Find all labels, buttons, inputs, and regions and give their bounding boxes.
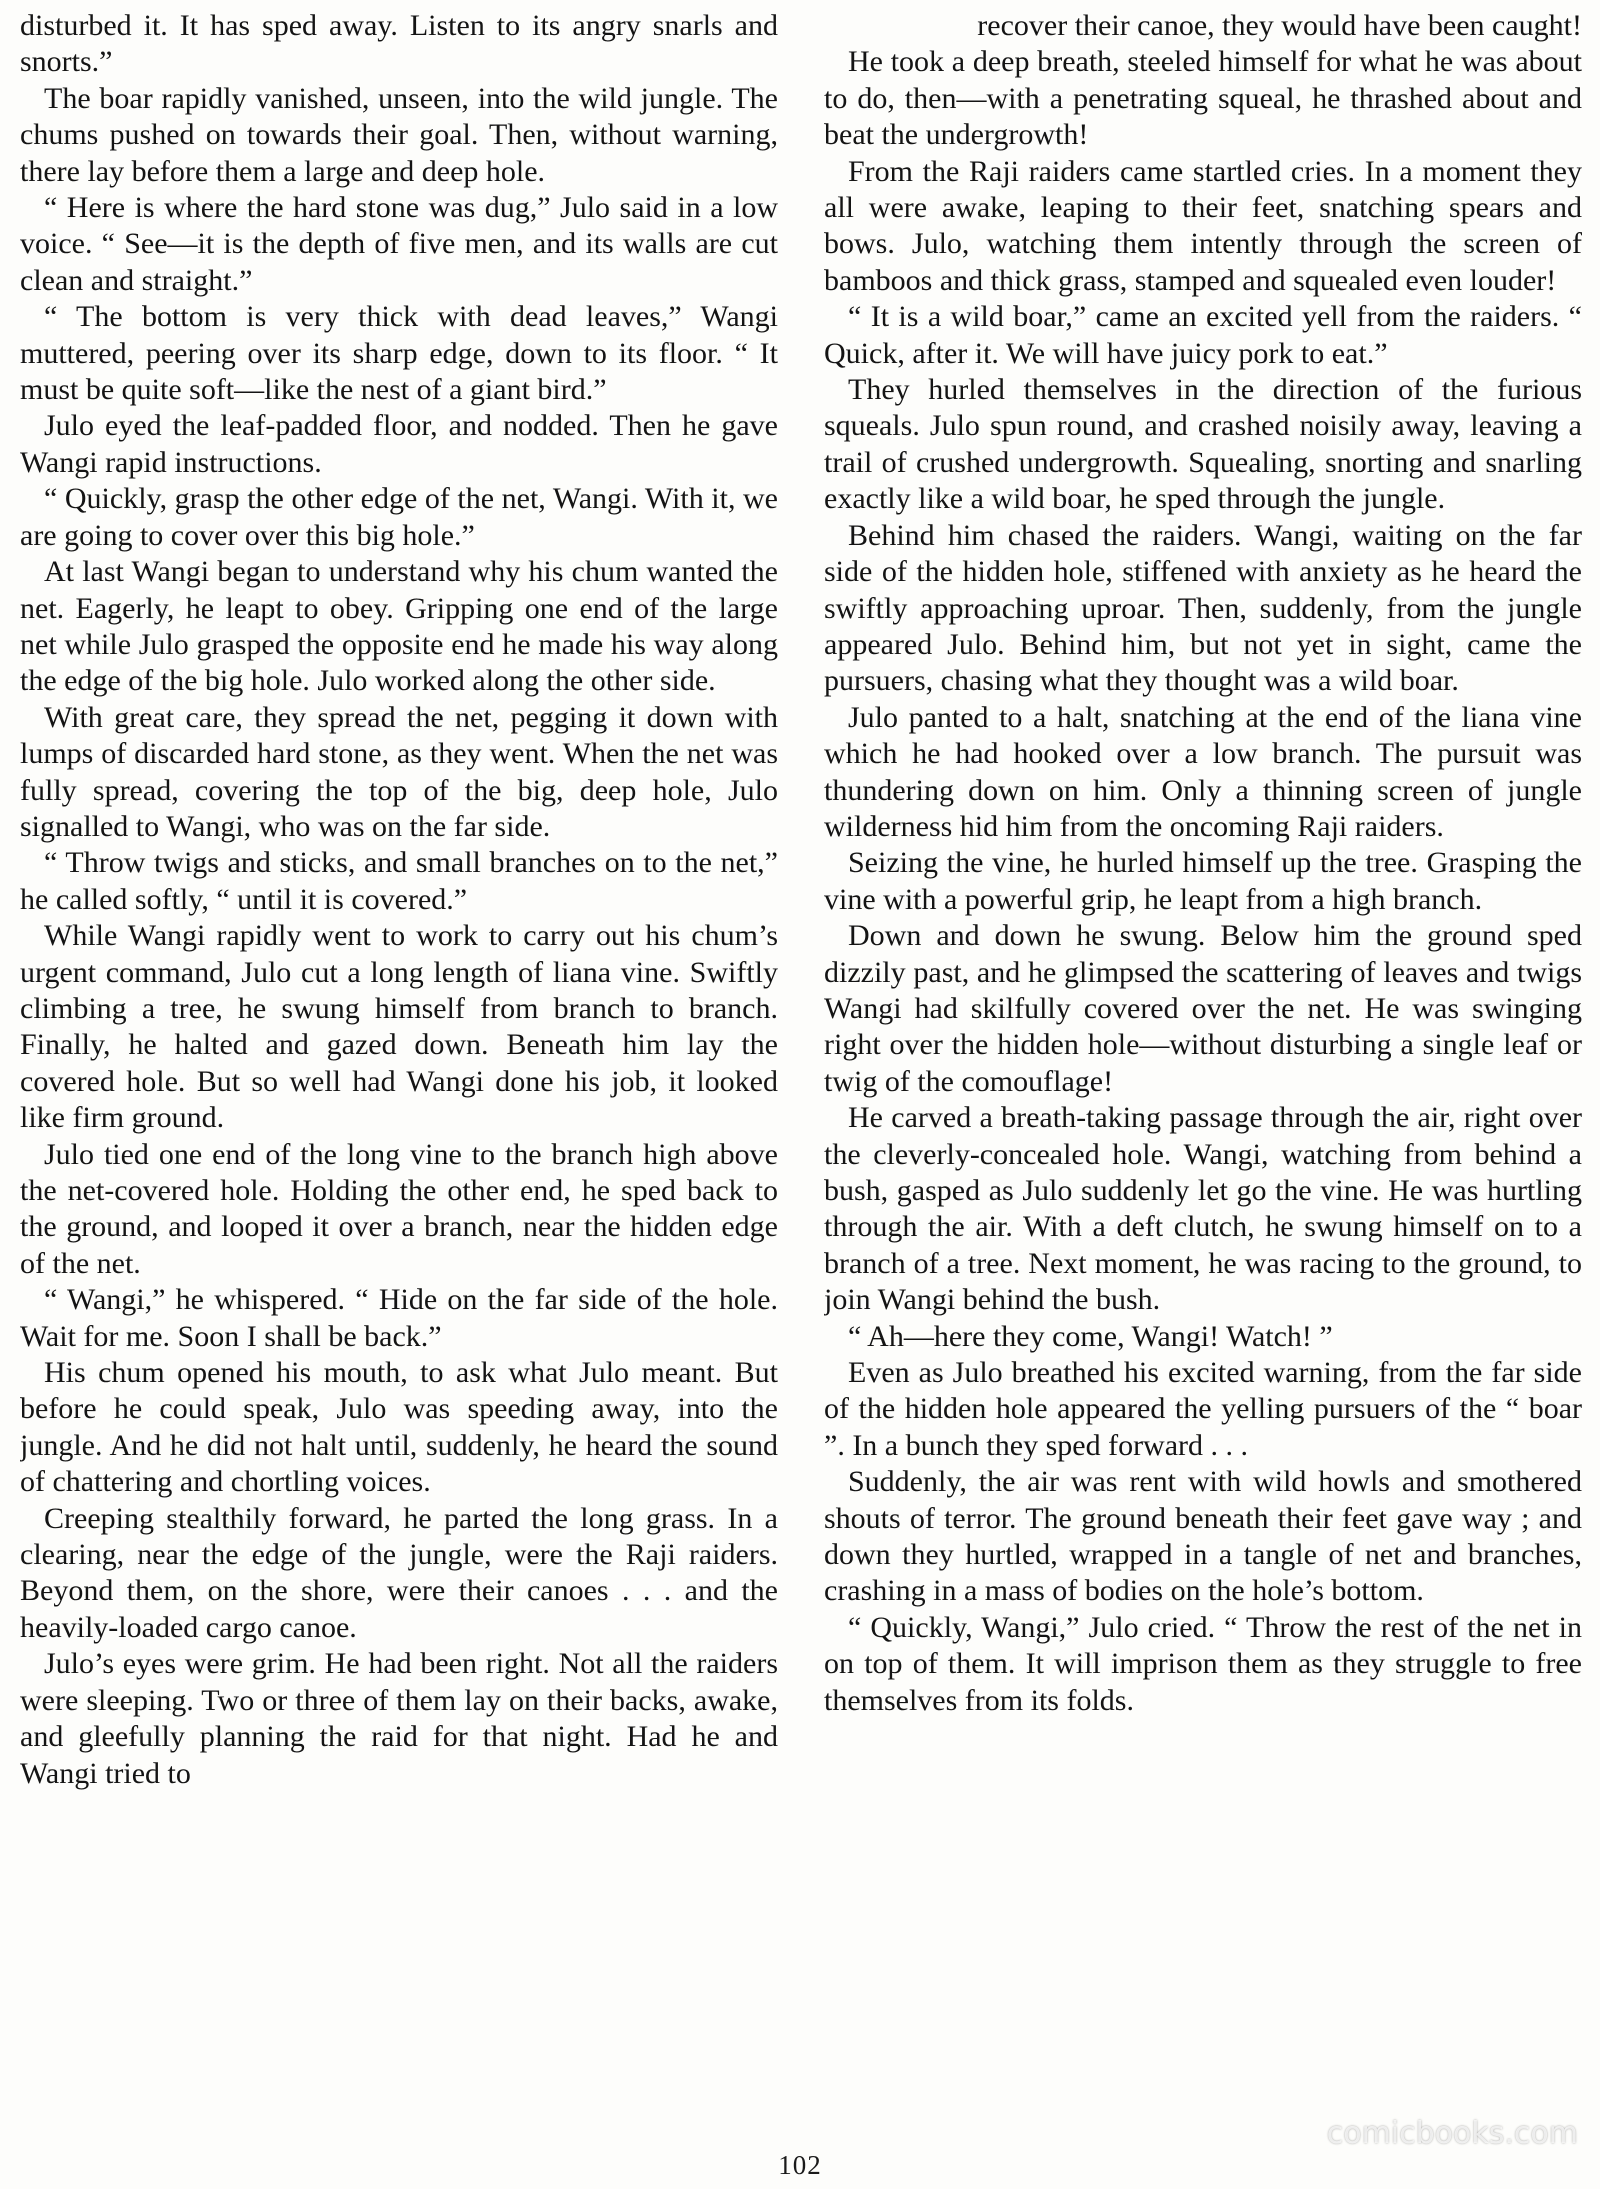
paragraph: With great care, they spread the net, pegging it down with lumps of discarded hard stone, as they went. When the net was fully spread, covering the top of the big, deep hole, Julo signalled to Wangi, who was on the far side. xyxy=(20,700,778,843)
paragraph: recover their canoe, they would have been caught! xyxy=(977,9,1582,42)
paragraph: His chum opened his mouth, to ask what Julo meant. But before he could speak, Julo was speeding away, into the jungle. And he did not halt until, suddenly, he heard the sound of chattering and chortling voices. xyxy=(20,1356,778,1499)
paragraph: He took a deep breath, steeled himself for what he was about to do, then—with a penetrating squeal, he thrashed about and beat the undergrowth! xyxy=(824,45,1582,152)
paragraph: The boar rapidly vanished, unseen, into the wild jungle. The chums pushed on towards their goal. Then, without warning, there lay before them a large and deep hole. xyxy=(20,81,778,188)
left-column xyxy=(20,8,778,2138)
paragraph: “ Quickly, Wangi,” Julo cried. “ Throw the rest of the net in on top of them. It will imprison them as they struggle to free themselves from its folds. xyxy=(824,1610,1582,1717)
paragraph: From the Raji raiders came startled cries. In a moment they all were awake, leaping to their feet, snatching spears and bows. Julo, watching them intently through the screen of bamboos and thick grass, stamped and squealed even louder! xyxy=(824,154,1582,297)
paragraph: He carved a breath-taking passage through the air, right over the cleverly-concealed hole. Wangi, watching from behind a bush, gasped as Julo suddenly let go the vine. He was hurtling through the air. With a deft clutch, he swung himself on to a branch of a tree. Next moment, he was racing to the ground, to join Wangi behind the bush. xyxy=(824,1101,1582,1317)
paragraph: Julo tied one end of the long vine to the branch high above the net-covered hole. Holding the other end, he sped back to the ground, and looped it over a branch, near the hidden edge of the net. xyxy=(20,1137,778,1280)
page-number: 102 xyxy=(778,2150,822,2180)
paragraph: “ The bottom is very thick with dead leaves,” Wangi muttered, peering over its sharp edge, down to its floor. “ It must be quite soft—like the nest of a giant bird.” xyxy=(20,300,778,407)
paragraph: At last Wangi began to understand why his chum wanted the net. Eagerly, he leapt to obey. Gripping one end of the large net while Julo grasped the opposite end he made his way along the edge of the big hole. Julo worked along the other side. xyxy=(20,555,778,698)
paragraph: While Wangi rapidly went to work to carry out his chum’s urgent command, Julo cut a long length of liana vine. Swiftly climbing a tree, he swung himself from branch to branch. Finally, he halted and gazed down. Beneath him lay the covered hole. But so well had Wangi done his job, it looked like firm ground. xyxy=(20,919,778,1135)
paragraph: Julo panted to a halt, snatching at the end of the liana vine which he had hooked over a low branch. The pursuit was thundering down on him. Only a thinning screen of jungle wilderness hid him from the oncoming Raji raiders. xyxy=(824,700,1582,843)
right-column xyxy=(824,8,1582,2138)
paragraph: Creeping stealthily forward, he parted the long grass. In a clearing, near the edge of the jungle, were the Raji raiders. Beyond them, on the shore, were their canoes . . . and the heavily-loaded cargo canoe. xyxy=(20,1501,778,1644)
paragraph: Julo’s eyes were grim. He had been right. Not all the raiders were sleeping. Two or three of them lay on their backs, awake, and gleefully planning the raid for that night. Had he and Wangi tried to xyxy=(20,1647,778,1790)
paragraph: “ Throw twigs and sticks, and small branches on to the net,” he called softly, “ until it is covered.” xyxy=(20,846,778,916)
paragraph: Julo eyed the leaf-padded floor, and nodded. Then he gave Wangi rapid instructions. xyxy=(20,409,778,479)
paragraph: Behind him chased the raiders. Wangi, waiting on the far side of the hidden hole, stiffened with anxiety as he heard the swiftly approaching uproar. Then, suddenly, from the jungle appeared Julo. Behind him, but not yet in sight, came the pursuers, chasing what they thought was a wild boar. xyxy=(824,518,1582,698)
paragraph: They hurled themselves in the direction of the furious squeals. Julo spun round, and crashed noisily away, leaving a trail of crushed undergrowth. Squealing, snorting and snarling exactly like a wild boar, he sped through the jungle. xyxy=(824,373,1582,516)
paragraph: Down and down he swung. Below him the ground sped dizzily past, and he glimpsed the scattering of leaves and twigs Wangi had skilfully covered over the net. He was swinging right over the hidden hole—without disturbing a single leaf or twig of the comouflage! xyxy=(824,919,1582,1098)
paragraph: “ Quickly, grasp the other edge of the net, Wangi. With it, we are going to cover over this big hole.” xyxy=(20,482,778,552)
text-columns xyxy=(20,8,1582,2138)
paragraph: Seizing the vine, he hurled himself up the tree. Grasping the vine with a powerful grip, he leapt from a high branch. xyxy=(824,846,1582,916)
paragraph: “ Ah—here they come, Wangi! Watch! ” xyxy=(848,1319,1333,1353)
paragraph: “ Here is where the hard stone was dug,” Julo said in a low voice. “ See—it is the depth of five men, and its walls are cut clean and straight.” xyxy=(20,191,778,297)
paragraph: “ Wangi,” he whispered. “ Hide on the far side of the hole. Wait for me. Soon I shall be back.” xyxy=(20,1283,778,1353)
paragraph: disturbed it. It has sped away. Listen to its angry snarls and snorts.” xyxy=(20,9,778,79)
paragraph: “ It is a wild boar,” came an excited yell from the raiders. “ Quick, after it. We will have juicy pork to eat.” xyxy=(824,300,1582,370)
paragraph: Suddenly, the air was rent with wild howls and smothered shouts of terror. The ground beneath their feet gave way ; and down they hurtled, wrapped in a tangle of net and branches, crashing in a mass of bodies on the hole’s bottom. xyxy=(824,1465,1582,1608)
paragraph: Even as Julo breathed his excited warning, from the far side of the hidden hole appeared the yelling pursuers of the “ boar ”. In a bunch they sped forward . . . xyxy=(824,1356,1582,1462)
watermark: comicbooks.com xyxy=(1326,2116,1578,2151)
